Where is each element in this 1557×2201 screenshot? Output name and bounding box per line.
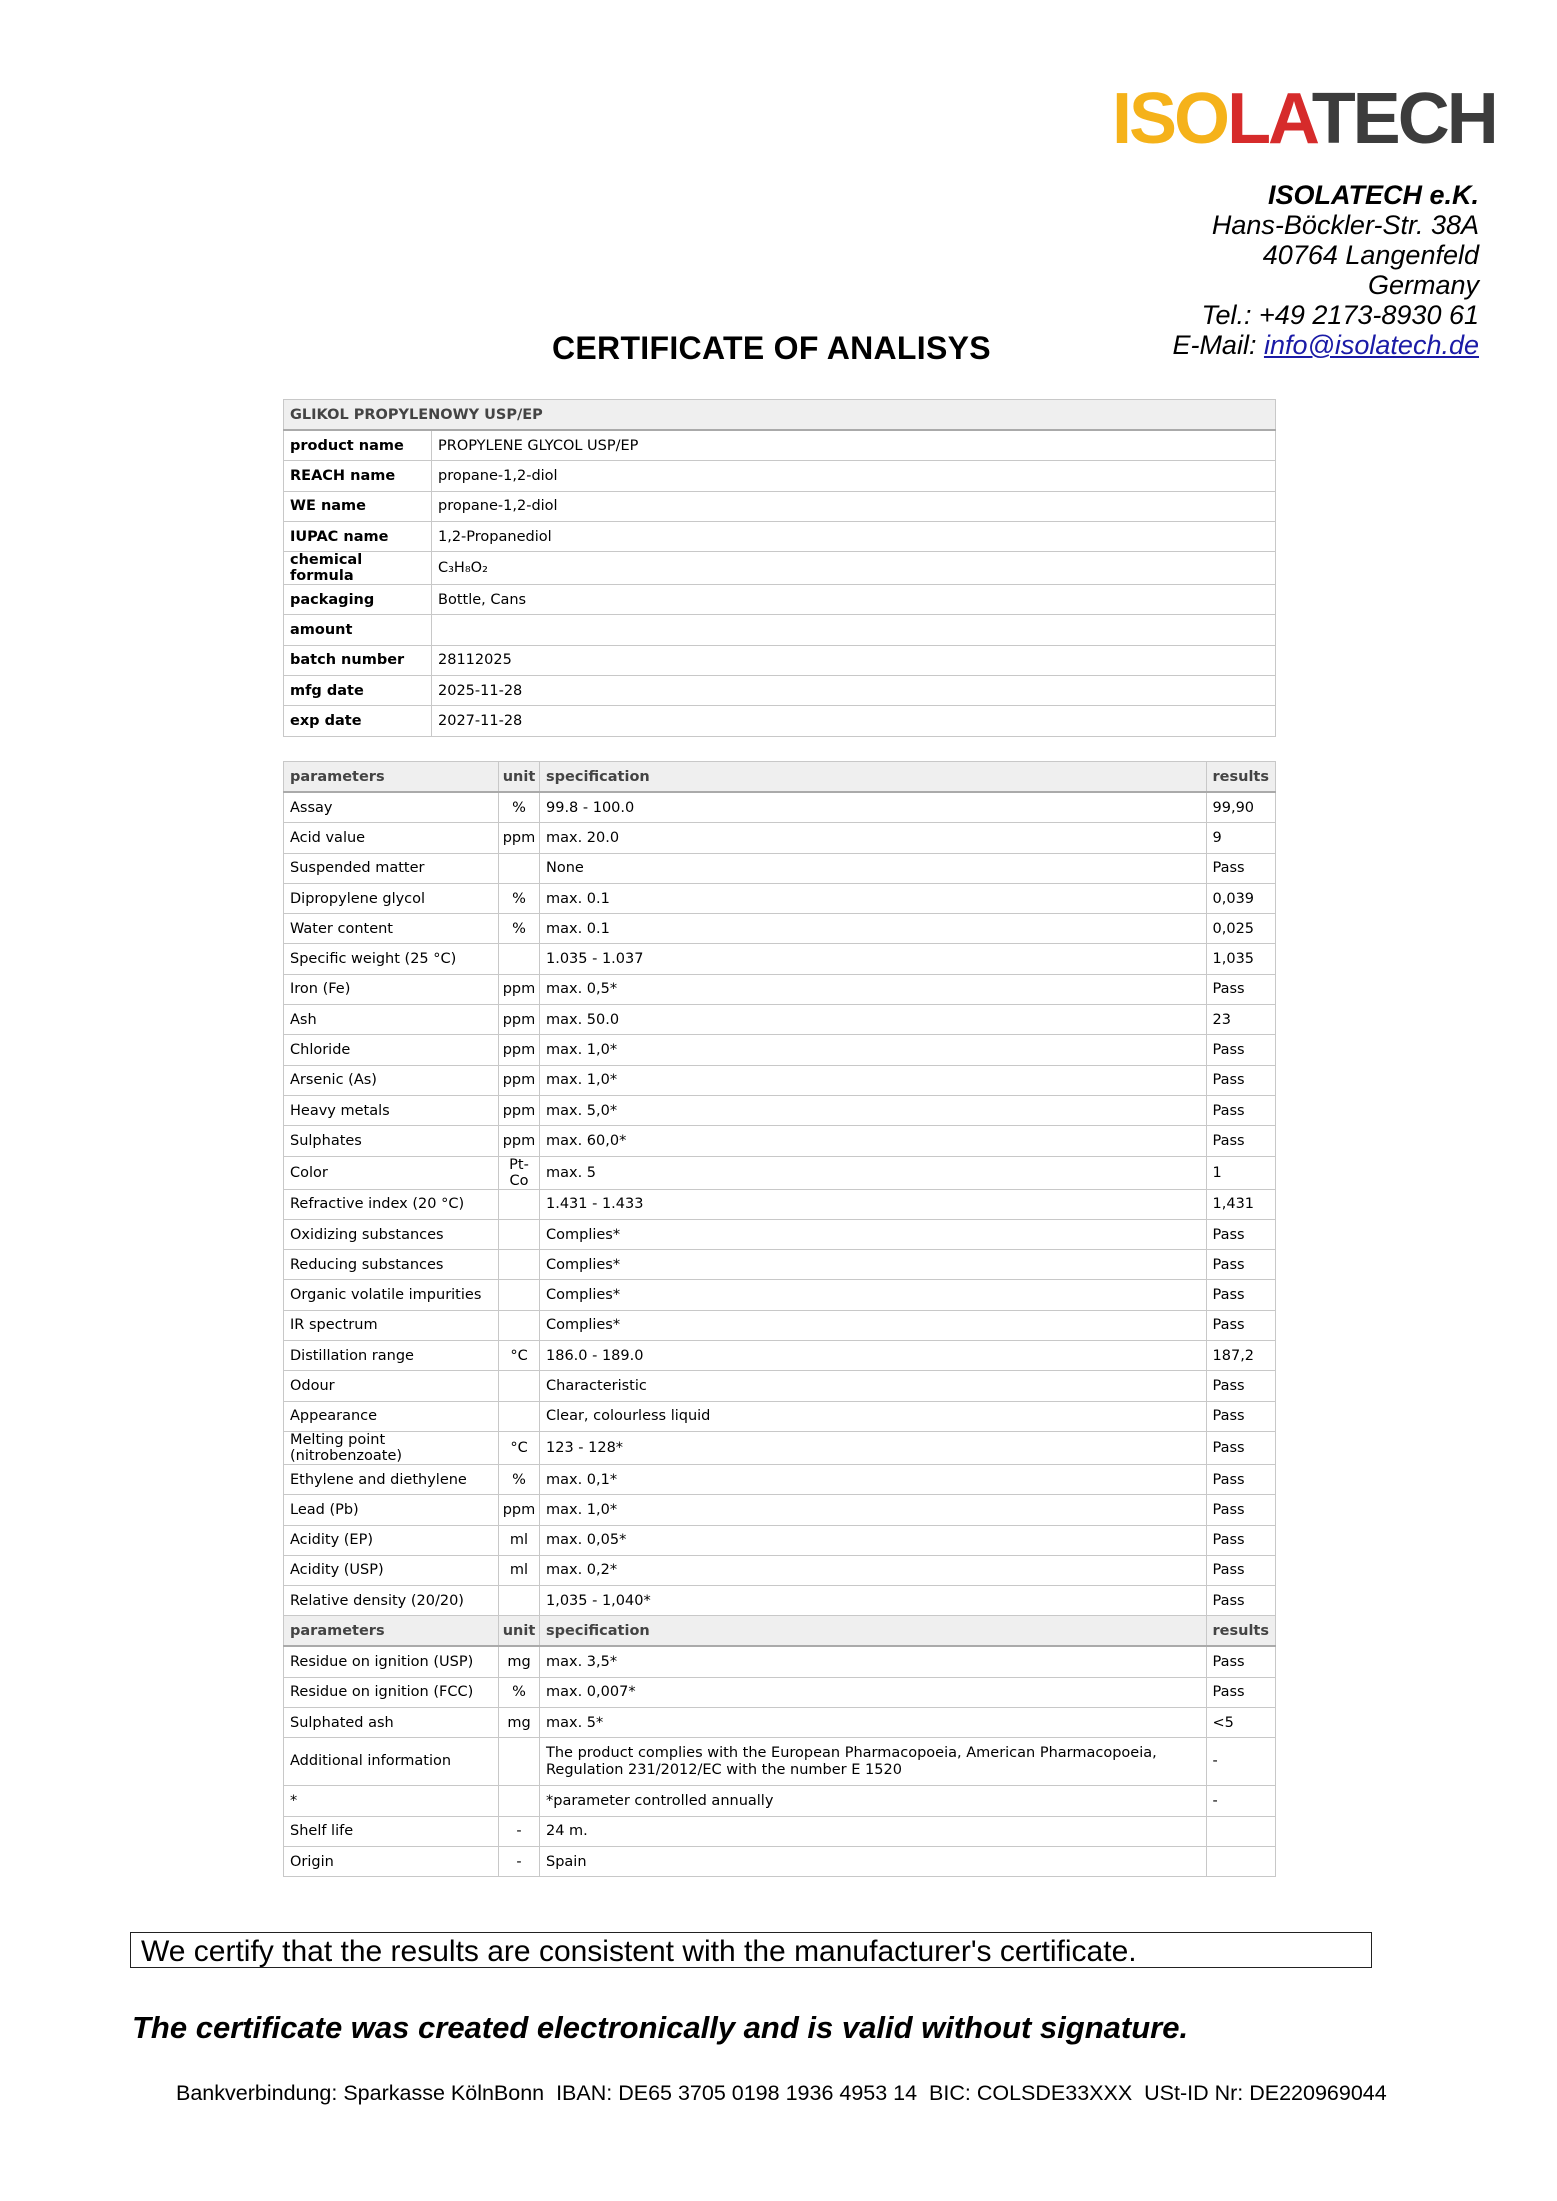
parameter-specification: max. 5 [540, 1156, 1207, 1189]
parameter-name: Heavy metals [284, 1095, 499, 1125]
parameter-specification: 1.431 - 1.433 [540, 1189, 1207, 1219]
parameter-result: Pass [1206, 853, 1275, 883]
column-header-unit: unit [499, 762, 540, 793]
parameter-name: Assay [284, 792, 499, 823]
parameter-row [284, 1371, 1276, 1401]
parameter-row [284, 1846, 1276, 1876]
parameter-specification: Spain [540, 1846, 1207, 1876]
parameter-unit: °C [499, 1431, 540, 1464]
parameter-specification: 123 - 128* [540, 1431, 1207, 1464]
parameter-specification: 186.0 - 189.0 [540, 1341, 1207, 1371]
parameter-name: Sulphated ash [284, 1708, 499, 1738]
parameter-name: Distillation range [284, 1341, 499, 1371]
product-info-header-row [284, 400, 1276, 431]
parameter-row [284, 1005, 1276, 1035]
parameter-specification: max. 5* [540, 1708, 1207, 1738]
parameter-result: Pass [1206, 1371, 1275, 1401]
parameter-row [284, 853, 1276, 883]
parameter-specification: max. 0.1 [540, 914, 1207, 944]
parameter-result: Pass [1206, 974, 1275, 1004]
product-info-key: WE name [284, 491, 432, 521]
parameter-name: Chloride [284, 1035, 499, 1065]
parameter-row [284, 1219, 1276, 1249]
parameter-row [284, 1525, 1276, 1555]
parameter-unit: ppm [499, 974, 540, 1004]
parameter-unit [499, 1738, 540, 1786]
parameter-unit: ppm [499, 1065, 540, 1095]
electronic-validity-note: The certificate was created electronically and is valid without signature. [132, 2010, 1189, 2045]
parameter-row [284, 1401, 1276, 1431]
product-info-row [284, 615, 1276, 645]
parameters-header-row-repeat [284, 1616, 1276, 1647]
parameters-header-row [284, 762, 1276, 793]
parameter-unit [499, 944, 540, 974]
column-header-results-repeat: results [1206, 1616, 1275, 1647]
parameter-name: Oxidizing substances [284, 1219, 499, 1249]
parameter-specification: max. 0.1 [540, 883, 1207, 913]
parameter-row [284, 974, 1276, 1004]
company-logo: ISOLATECH [1112, 79, 1496, 159]
product-info-value [432, 615, 1276, 645]
parameter-row [284, 1250, 1276, 1280]
company-phone: Tel.: +49 2173-8930 61 [1201, 300, 1479, 330]
product-info-row [284, 521, 1276, 551]
parameter-name: Acidity (EP) [284, 1525, 499, 1555]
parameter-unit: ppm [499, 1495, 540, 1525]
parameter-specification: max. 20.0 [540, 823, 1207, 853]
product-info-value: 2025-11-28 [432, 676, 1276, 706]
product-info-value: propane-1,2-diol [432, 491, 1276, 521]
parameter-specification: max. 1,0* [540, 1495, 1207, 1525]
company-street: Hans-Böckler-Str. 38A [1211, 210, 1479, 240]
parameter-result: Pass [1206, 1065, 1275, 1095]
parameter-row [284, 792, 1276, 823]
parameter-specification: 99.8 - 100.0 [540, 792, 1207, 823]
parameter-name: Organic volatile impurities [284, 1280, 499, 1310]
parameters-body-continued [284, 1646, 1276, 1876]
parameter-name: Relative density (20/20) [284, 1586, 499, 1616]
parameter-row [284, 1464, 1276, 1494]
parameter-unit: mg [499, 1646, 540, 1677]
company-address [1172, 180, 1479, 360]
parameter-row [284, 1495, 1276, 1525]
column-header-specification: specification [540, 762, 1207, 793]
parameter-result [1206, 1816, 1275, 1846]
parameter-specification: max. 1,0* [540, 1035, 1207, 1065]
parameter-name: Arsenic (As) [284, 1065, 499, 1095]
parameter-unit: % [499, 1464, 540, 1494]
company-name: ISOLATECH e.K. [1267, 180, 1479, 210]
parameter-unit: - [499, 1846, 540, 1876]
parameter-result: 0,025 [1206, 914, 1275, 944]
parameter-row [284, 1310, 1276, 1340]
parameter-row [284, 1708, 1276, 1738]
product-info-row [284, 645, 1276, 675]
parameter-result: 1,431 [1206, 1189, 1275, 1219]
parameter-row [284, 1586, 1276, 1616]
product-info-key: IUPAC name [284, 521, 432, 551]
parameter-specification: max. 0,2* [540, 1555, 1207, 1585]
parameter-specification: 1,035 - 1,040* [540, 1586, 1207, 1616]
parameter-specification: max. 0,5* [540, 974, 1207, 1004]
parameter-unit: mg [499, 1708, 540, 1738]
parameters-body [284, 792, 1276, 1616]
parameter-specification: The product complies with the European Pharmacopoeia, American Pharmacopoeia, Regulation 231/2012/EC with the number E 1520 [540, 1738, 1207, 1786]
parameter-row [284, 944, 1276, 974]
parameter-unit [499, 1250, 540, 1280]
product-info-row [284, 461, 1276, 491]
parameter-row [284, 1095, 1276, 1125]
product-info-row [284, 585, 1276, 615]
parameter-row [284, 1189, 1276, 1219]
parameter-name: Dipropylene glycol [284, 883, 499, 913]
parameter-unit: ppm [499, 1035, 540, 1065]
company-city: 40764 Langenfeld [1262, 240, 1479, 270]
product-info-value: 28112025 [432, 645, 1276, 675]
email-label: E-Mail: [1172, 330, 1264, 360]
parameter-result: Pass [1206, 1035, 1275, 1065]
parameter-name: Refractive index (20 °C) [284, 1189, 499, 1219]
parameter-result: 1 [1206, 1156, 1275, 1189]
parameter-specification: Complies* [540, 1250, 1207, 1280]
parameter-row [284, 1738, 1276, 1786]
company-country: Germany [1367, 270, 1479, 300]
parameter-specification: Clear, colourless liquid [540, 1401, 1207, 1431]
product-info-key: product name [284, 430, 432, 461]
parameter-specification: None [540, 853, 1207, 883]
parameter-result: Pass [1206, 1310, 1275, 1340]
parameter-result: Pass [1206, 1280, 1275, 1310]
parameter-unit [499, 1280, 540, 1310]
parameter-row [284, 1431, 1276, 1464]
parameter-row [284, 823, 1276, 853]
parameter-specification: Complies* [540, 1310, 1207, 1340]
parameter-result: 1,035 [1206, 944, 1275, 974]
parameter-name: Odour [284, 1371, 499, 1401]
parameter-result: 187,2 [1206, 1341, 1275, 1371]
parameter-specification: max. 0,05* [540, 1525, 1207, 1555]
parameters-table [283, 761, 1276, 1877]
certification-statement: We certify that the results are consistent with the manufacturer's certificate. [130, 1932, 1372, 1968]
parameter-result [1206, 1846, 1275, 1876]
product-info-table [283, 399, 1276, 737]
parameter-specification: Complies* [540, 1219, 1207, 1249]
parameter-unit: ml [499, 1555, 540, 1585]
parameter-row [284, 1816, 1276, 1846]
parameter-name: Appearance [284, 1401, 499, 1431]
parameter-result: - [1206, 1738, 1275, 1786]
product-info-value: C₃H₈O₂ [432, 552, 1276, 585]
product-info-key: exp date [284, 706, 432, 736]
product-info-row [284, 491, 1276, 521]
parameter-unit [499, 853, 540, 883]
parameter-specification: 24 m. [540, 1816, 1207, 1846]
parameter-specification: *parameter controlled annually [540, 1786, 1207, 1816]
parameter-result: Pass [1206, 1525, 1275, 1555]
parameter-row [284, 1065, 1276, 1095]
product-info-key: REACH name [284, 461, 432, 491]
parameter-specification: max. 50.0 [540, 1005, 1207, 1035]
parameter-unit: - [499, 1816, 540, 1846]
parameter-name: Specific weight (25 °C) [284, 944, 499, 974]
parameter-unit: ppm [499, 1095, 540, 1125]
parameter-name: Water content [284, 914, 499, 944]
parameter-unit: % [499, 883, 540, 913]
product-info-key: chemical formula [284, 552, 432, 585]
product-info-row [284, 552, 1276, 585]
parameter-result: Pass [1206, 1219, 1275, 1249]
parameter-specification: Complies* [540, 1280, 1207, 1310]
parameter-specification: 1.035 - 1.037 [540, 944, 1207, 974]
parameter-unit: ppm [499, 1126, 540, 1156]
parameter-name: Lead (Pb) [284, 1495, 499, 1525]
product-info-value: 2027-11-28 [432, 706, 1276, 736]
parameter-unit [499, 1371, 540, 1401]
parameter-unit: % [499, 1677, 540, 1707]
company-email-line [1172, 330, 1479, 360]
parameter-result: Pass [1206, 1250, 1275, 1280]
parameter-row [284, 1280, 1276, 1310]
parameter-result: Pass [1206, 1431, 1275, 1464]
parameter-row [284, 914, 1276, 944]
parameter-name: Shelf life [284, 1816, 499, 1846]
product-info-key: packaging [284, 585, 432, 615]
parameter-name: * [284, 1786, 499, 1816]
parameter-name: Acidity (USP) [284, 1555, 499, 1585]
parameter-row [284, 1555, 1276, 1585]
product-info-key: amount [284, 615, 432, 645]
parameter-specification: max. 5,0* [540, 1095, 1207, 1125]
parameters-header-repeat [284, 1616, 1276, 1647]
parameter-row [284, 1646, 1276, 1677]
parameter-unit [499, 1786, 540, 1816]
parameter-unit: ppm [499, 1005, 540, 1035]
product-info-row [284, 430, 1276, 461]
document-title: CERTIFICATE OF ANALISYS [552, 330, 991, 366]
parameter-unit [499, 1586, 540, 1616]
parameter-result: 9 [1206, 823, 1275, 853]
product-info-header: GLIKOL PROPYLENOWY USP/EP [284, 400, 1276, 431]
parameter-result: Pass [1206, 1555, 1275, 1585]
email-link[interactable]: info@isolatech.de [1263, 330, 1479, 360]
parameter-specification: max. 0,007* [540, 1677, 1207, 1707]
bank-details: Bankverbindung: Sparkasse KölnBonn IBAN: DE65 3705 0198 1936 4953 14 BIC: COLSDE33XXX USt-ID Nr: DE220969044 [176, 2081, 1387, 2105]
parameter-result: Pass [1206, 1126, 1275, 1156]
parameter-result: 23 [1206, 1005, 1275, 1035]
product-info-value: PROPYLENE GLYCOL USP/EP [432, 430, 1276, 461]
parameter-unit: °C [499, 1341, 540, 1371]
parameter-result: Pass [1206, 1646, 1275, 1677]
column-header-parameters: parameters [284, 762, 499, 793]
column-header-parameters-repeat: parameters [284, 1616, 499, 1647]
parameter-name: Reducing substances [284, 1250, 499, 1280]
parameter-specification: max. 3,5* [540, 1646, 1207, 1677]
parameter-row [284, 883, 1276, 913]
parameter-result: Pass [1206, 1677, 1275, 1707]
parameter-name: Ash [284, 1005, 499, 1035]
parameter-specification: max. 1,0* [540, 1065, 1207, 1095]
parameter-unit [499, 1401, 540, 1431]
product-info-key: mfg date [284, 676, 432, 706]
parameter-name: Suspended matter [284, 853, 499, 883]
product-info-value: 1,2-Propanediol [432, 521, 1276, 551]
column-header-results: results [1206, 762, 1275, 793]
parameter-unit: Pt-Co [499, 1156, 540, 1189]
parameter-result: 99,90 [1206, 792, 1275, 823]
parameter-specification: Characteristic [540, 1371, 1207, 1401]
parameter-row [284, 1156, 1276, 1189]
product-info-value: Bottle, Cans [432, 585, 1276, 615]
parameter-name: Sulphates [284, 1126, 499, 1156]
parameter-result: Pass [1206, 1464, 1275, 1494]
parameter-name: Residue on ignition (USP) [284, 1646, 499, 1677]
parameter-name: Additional information [284, 1738, 499, 1786]
parameter-result: Pass [1206, 1095, 1275, 1125]
column-header-specification-repeat: specification [540, 1616, 1207, 1647]
parameter-unit [499, 1219, 540, 1249]
parameter-name: Residue on ignition (FCC) [284, 1677, 499, 1707]
parameter-row [284, 1677, 1276, 1707]
parameter-result: <5 [1206, 1708, 1275, 1738]
parameter-unit: % [499, 914, 540, 944]
product-info-row [284, 706, 1276, 736]
parameter-row [284, 1341, 1276, 1371]
parameter-name: Origin [284, 1846, 499, 1876]
parameter-name: Iron (Fe) [284, 974, 499, 1004]
parameter-result: Pass [1206, 1401, 1275, 1431]
product-info-value: propane-1,2-diol [432, 461, 1276, 491]
product-info-key: batch number [284, 645, 432, 675]
parameter-name: IR spectrum [284, 1310, 499, 1340]
column-header-unit-repeat: unit [499, 1616, 540, 1647]
parameter-specification: max. 0,1* [540, 1464, 1207, 1494]
parameter-unit: ml [499, 1525, 540, 1555]
parameter-row [284, 1126, 1276, 1156]
parameter-name: Acid value [284, 823, 499, 853]
parameter-unit: % [499, 792, 540, 823]
product-info-body [284, 430, 1276, 736]
parameter-row [284, 1786, 1276, 1816]
parameter-unit: ppm [499, 823, 540, 853]
parameter-name: Color [284, 1156, 499, 1189]
parameter-name: Melting point (nitrobenzoate) [284, 1431, 499, 1464]
parameter-unit [499, 1189, 540, 1219]
product-info-row [284, 676, 1276, 706]
parameter-name: Ethylene and diethylene [284, 1464, 499, 1494]
parameter-result: Pass [1206, 1586, 1275, 1616]
parameter-row [284, 1035, 1276, 1065]
parameter-result: - [1206, 1786, 1275, 1816]
parameter-result: 0,039 [1206, 883, 1275, 913]
parameter-specification: max. 60,0* [540, 1126, 1207, 1156]
parameter-result: Pass [1206, 1495, 1275, 1525]
parameter-unit [499, 1310, 540, 1340]
